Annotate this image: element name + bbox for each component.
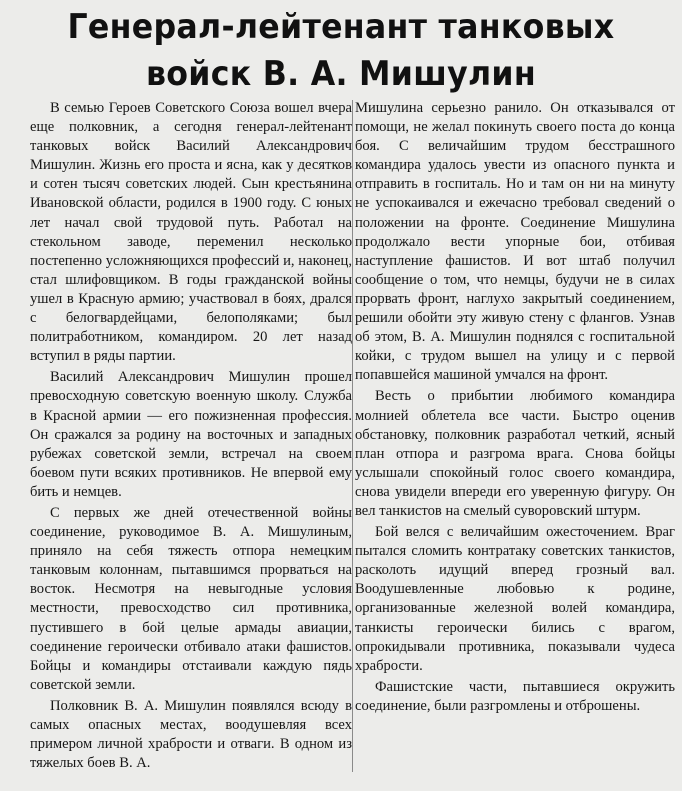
- article-headline: [0, 4, 682, 98]
- article-right-column: [355, 99, 675, 716]
- paragraph: Бой велся с величайшим ожесточением. Враг пытался сломить контратаку советских танкистов, расколоть идущий вперед грозный вал. Воодушевленные любовью к родине, организованные железной волей командира, танкисты героически бились с врагом, опрокидывали противника, показывали чудеса храбрости.: [355, 524, 675, 674]
- paragraph: Василий Александрович Мишулин прошел превосходную советскую военную школу. Служба в Красной армии — его пожизненная профессия. Он сражался за родину на восточных и западных рубежах советской земли, встречал на своем боевом пути всяких противников. Не впервой ему бить и немцев.: [30, 369, 352, 500]
- article-left-column: [30, 99, 352, 773]
- paragraph: Мишулина серьезно ранило. Он отказывался от помощи, не желал покинуть своего поста до конца боя. С величайшим трудом бесстрашного командира удалось увести из опасного пункта и отправить в госпиталь. Но и там он ни на минуту не успокаивался и ежечасно требовал сведений о положении на фронте. Соединение Мишулина продолжало вести упорные бои, отбивая наступление фашистов. И вот штаб получил сообщение о том, что немцы, будучи не в силах прорвать фронт, наглухо закрытый соединением, решили обойти эту живую стену с флангов. Узнав об этом, В. А. Мишулин поднялся с госпитальной койки, с трудом вышел на улицу и с первой попавшейся машиной умчался на фронт.: [355, 100, 675, 384]
- paragraph: Фашистские части, пытавшиеся окружить соединение, были разгромлены и отброшены.: [355, 678, 675, 714]
- paragraph: Полковник В. А. Мишулин появлялся всюду в самых опасных местах, воодушевляя всех примером личной храбрости и отваги. В одном из тяжелых боев В. А.: [30, 697, 352, 772]
- headline-line-1: Генерал-лейтенант танковых: [67, 7, 615, 47]
- headline-line-2: войск В. А. Мишулин: [145, 54, 536, 94]
- paragraph: В семью Героев Советского Союза вошел вчера еще полковник, а сегодня генерал-лейтенант танковых войск Василий Александрович Мишулин. Жизнь его проста и ясна, как у десятков и сотен тысяч советских людей. Сын крестьянина Ивановской области, родился в 1900 году. С юных лет начал свой трудовой путь. Работал на стекольном заводе, переменил несколько постепенно усложняющихся профессий и, наконец, стал шлифовщиком. В годы гражданской войны ушел в Красную армию; участвовал в боях, дрался с белогвардейцами, белополяками; был политработником, командиром. 20 лет назад вступил в ряды партии.: [30, 100, 352, 365]
- column-divider: [352, 100, 353, 772]
- paragraph: Весть о прибытии любимого командира молнией облетела все части. Быстро оценив обстановку, полковник разработал четкий, ясный план отпора и разгрома врага. Снова бойцы услышали спокойный голос своего командира, снова увидели впереди его уверенную фигуру. Он вел танкистов на смелый суворовский штурм.: [355, 388, 675, 519]
- paragraph: С первых же дней отечественной войны соединение, руководимое В. А. Мишулиным, приняло на себя тяжесть отпора немецким танковым колоннам, пытавшимся прорваться на восток. Несмотря на невыгодные условия местности, превосходство сил противника, пустившего в бой целые армады авиации, соединение героически отбивало атаки фашистов. Бойцы и командиры отстаивали каждую пядь советской земли.: [30, 504, 352, 693]
